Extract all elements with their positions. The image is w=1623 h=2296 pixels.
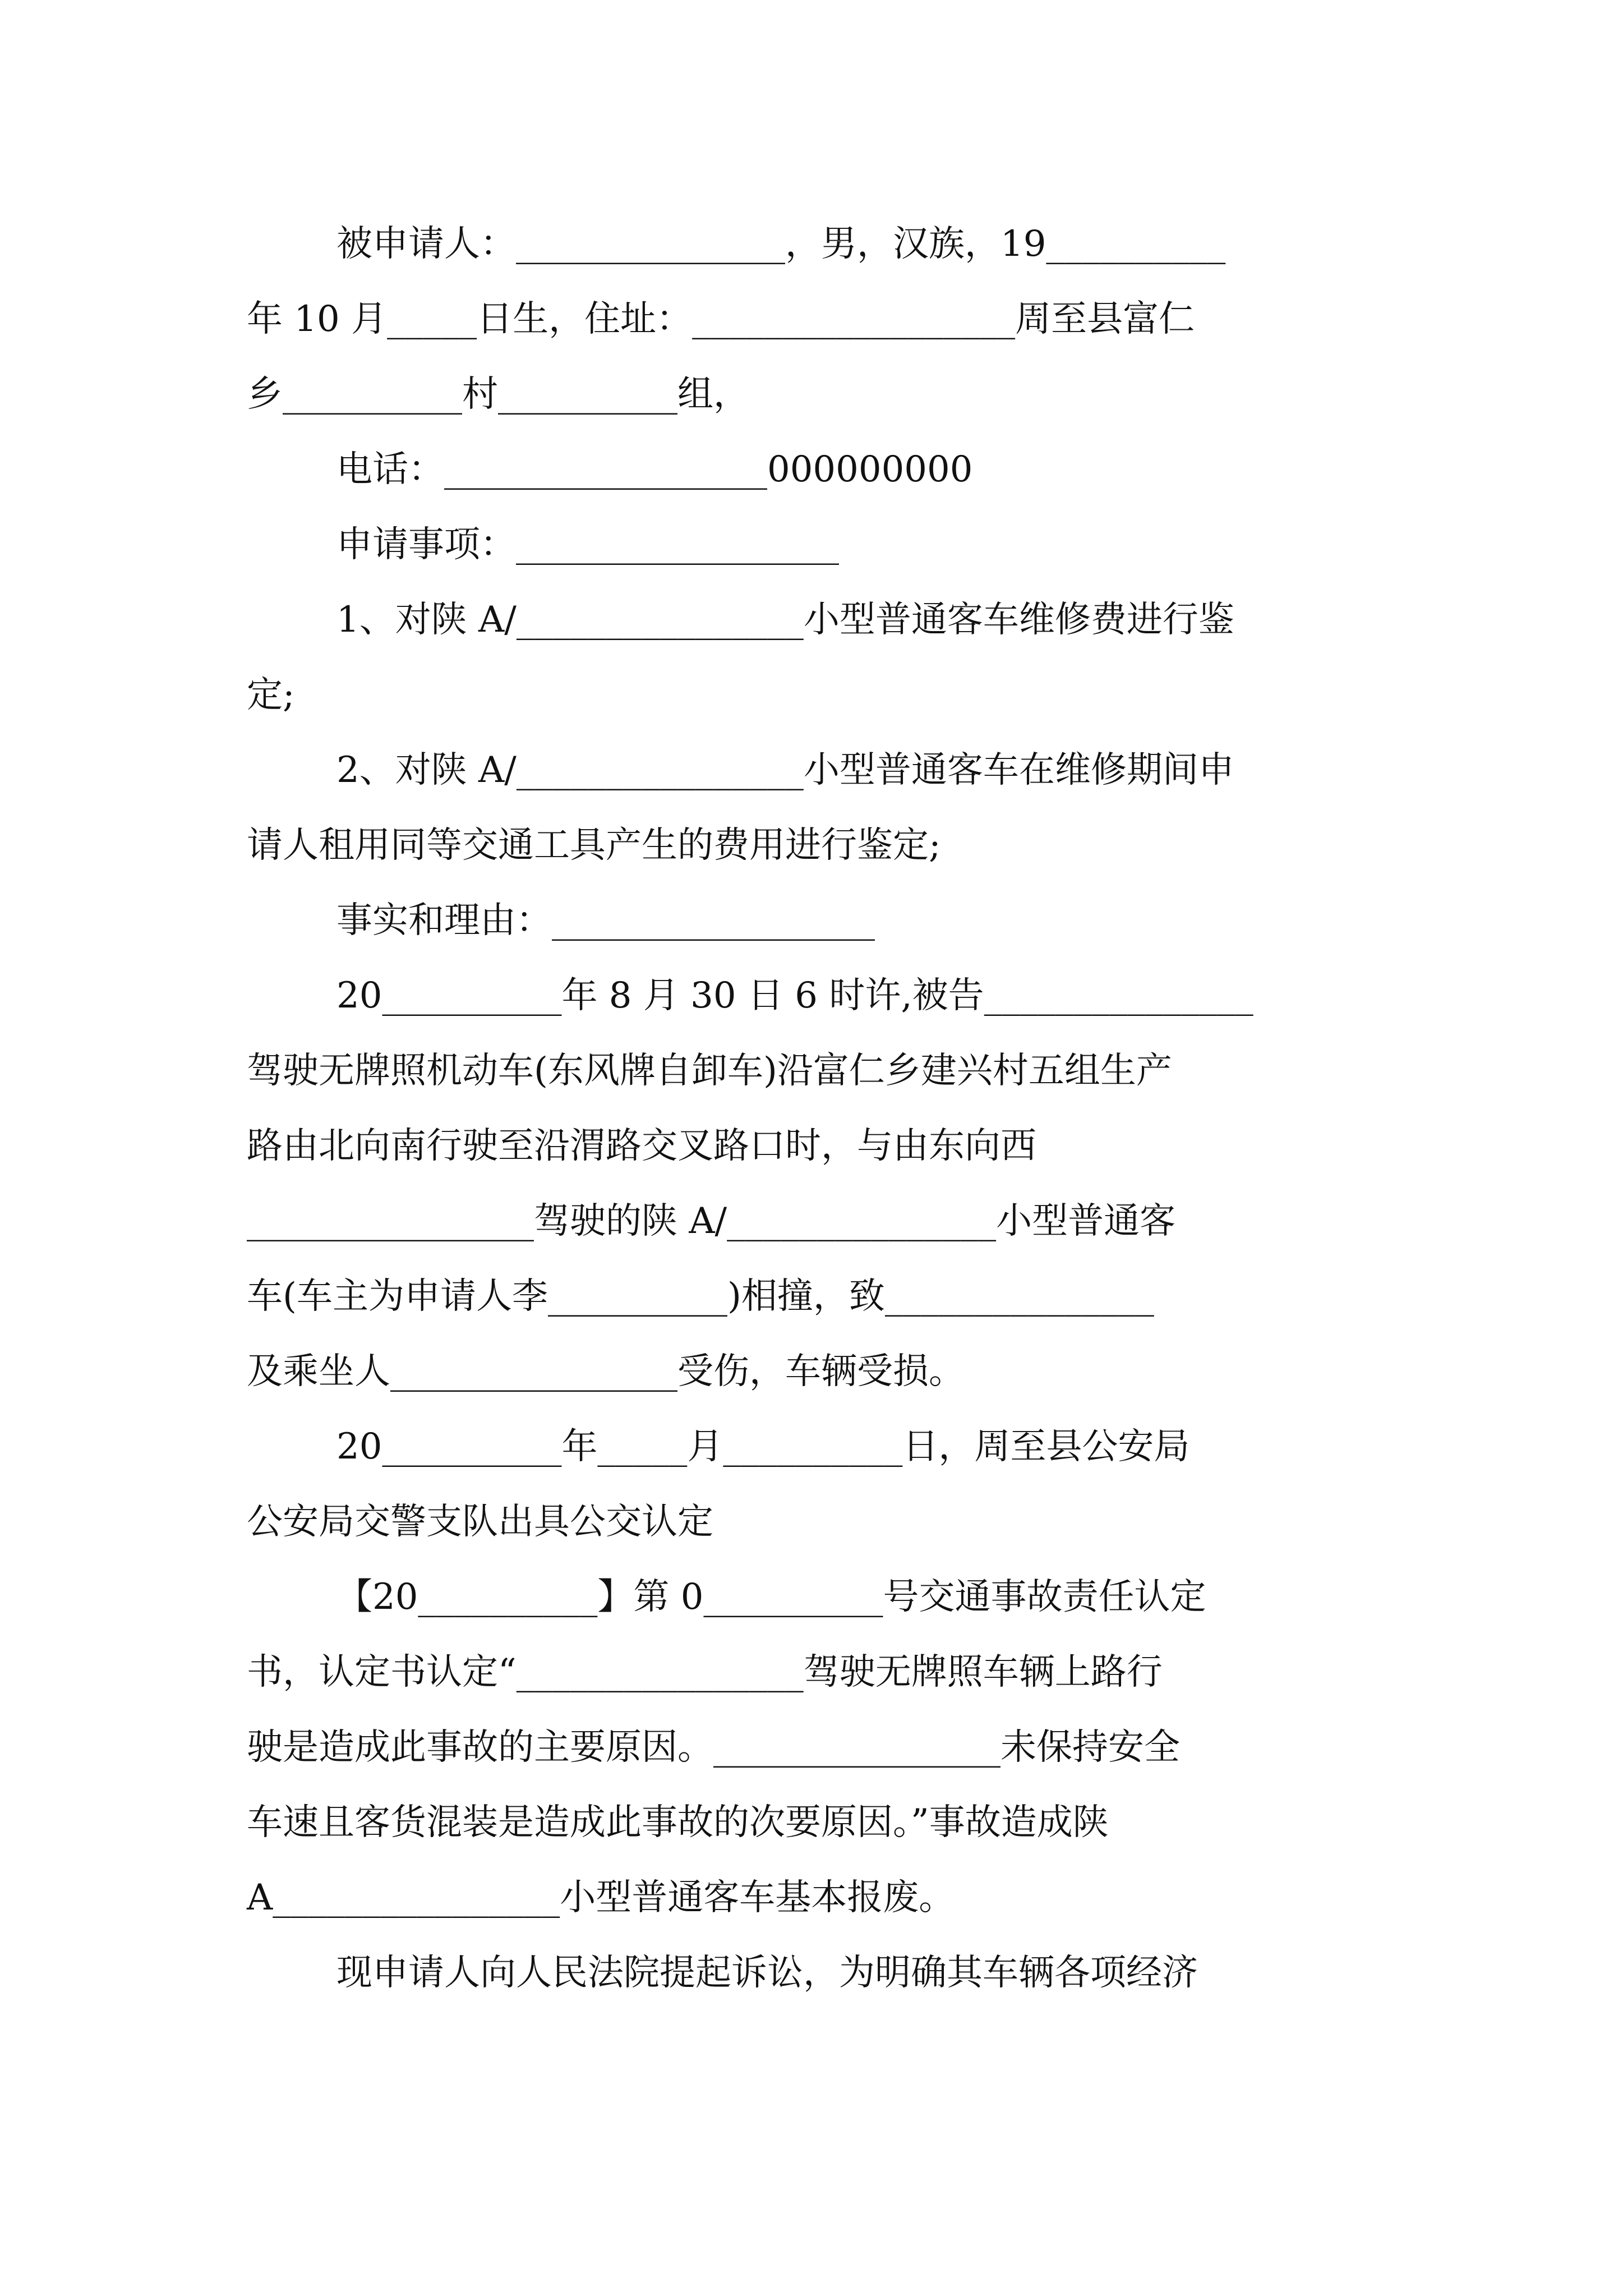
certification-line-5: 驶是造成此事故的主要原因。________________未保持安全 <box>247 1727 1180 1768</box>
phone-line: 电话：__________________000000000 <box>336 449 973 490</box>
certification-line-2: 公安局交警支队出具公交认定 <box>247 1501 713 1543</box>
respondent-address-line: 乡__________村__________组， <box>247 374 749 415</box>
request-heading: 申请事项：__________________ <box>336 524 839 565</box>
facts-line-6: 及乘坐人________________受伤，车辆受损。 <box>247 1351 965 1392</box>
facts-heading: 事实和理由：__________________ <box>336 900 875 941</box>
request-item-2-cont: 请人租用同等交通工具产生的费用进行鉴定; <box>247 825 941 866</box>
facts-line-2: 驾驶无牌照机动车(东风牌自卸车)沿富仁乡建兴村五组生产 <box>247 1050 1172 1092</box>
certification-line-7: A________________小型普通客车基本报废。 <box>247 1877 955 1918</box>
certification-line-4: 书，认定书认定“________________驾驶无牌照车辆上路行 <box>247 1651 1163 1693</box>
request-item-1-cont: 定; <box>247 674 295 716</box>
respondent-line: 被申请人：_______________，男，汉族，19__________ <box>336 223 1226 265</box>
request-item-1: 1、对陕 A/________________小型普通客车维修费进行鉴 <box>336 599 1234 641</box>
certification-line-6: 车速且客货混装是造成此事故的次要原因。”事故造成陕 <box>247 1802 1109 1843</box>
closing-line: 现申请人向人民法院提起诉讼，为明确其车辆各项经济 <box>336 1952 1198 1994</box>
request-item-2: 2、对陕 A/________________小型普通客车在维修期间申 <box>336 749 1234 791</box>
certification-line-3: 【20__________】第 0__________号交通事故责任认定 <box>336 1576 1206 1618</box>
facts-line-4: ________________驾驶的陕 A/_______________小型普通客 <box>247 1200 1176 1242</box>
facts-line-3: 路由北向南行驶至沿渭路交叉路口时，与由东向西 <box>247 1125 1036 1167</box>
facts-line-5: 车(车主为申请人李__________)相撞，致_______________ <box>247 1276 1154 1317</box>
facts-line-1: 20__________年 8 月 30 日 6 时许,被告_______________ <box>336 975 1253 1016</box>
respondent-birth-line: 年 10 月_____日生，住址：__________________周至县富仁 <box>247 298 1195 340</box>
certification-line-1: 20__________年_____月__________日，周至县公安局 <box>336 1426 1190 1467</box>
